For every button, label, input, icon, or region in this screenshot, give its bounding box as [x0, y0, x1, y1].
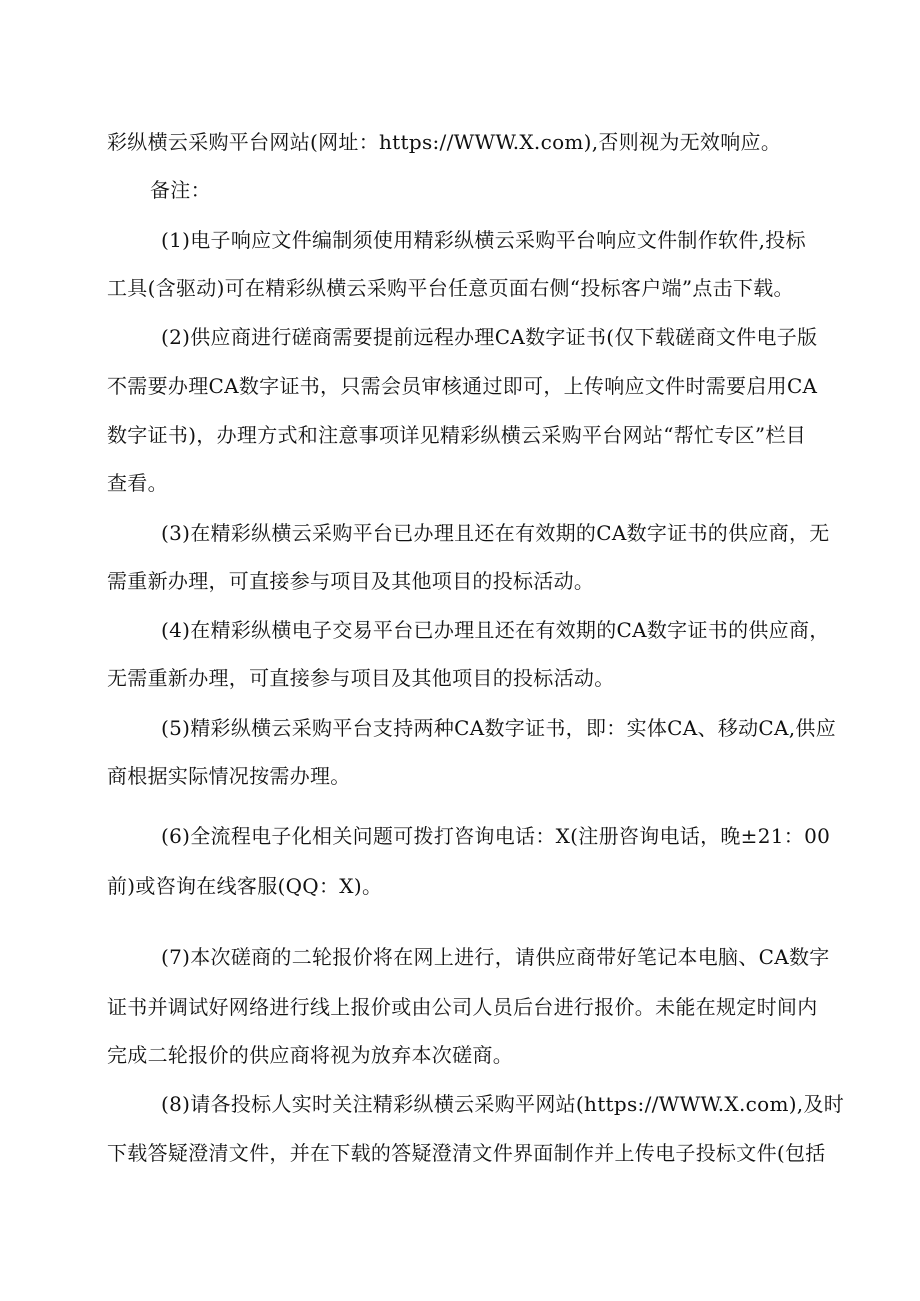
text-line: 需重新办理，可直接参与项目及其他项目的投标活动。	[107, 569, 595, 593]
text-line: (7)本次磋商的二轮报价将在网上进行，请供应商带好笔记本电脑、CA数字	[161, 945, 830, 969]
text-line: 下载答疑澄清文件，并在下载的答疑澄清文件界面制作并上传电子投标文件(包括	[107, 1141, 826, 1165]
text-line: (5)精彩纵横云采购平台支持两种CA数字证书，即：实体CA、移动CA,供应	[161, 716, 837, 740]
text-line: 数字证书)，办理方式和注意事项详见精彩纵横云采购平台网站“帮忙专区”栏目	[107, 423, 807, 447]
note-heading: 备注：	[150, 178, 211, 202]
text-line: 无需重新办理，可直接参与项目及其他项目的投标活动。	[107, 666, 615, 690]
text-line: (8)请各投标人实时关注精彩纵横云采购平网站(https://WWW.X.com),及时	[161, 1092, 845, 1116]
text-line: (2)供应商进行磋商需要提前远程办理CA数字证书(仅下载磋商文件电子版	[161, 325, 818, 349]
text-line: 完成二轮报价的供应商将视为放弃本次磋商。	[107, 1043, 513, 1067]
text-line: 证书并调试好网络进行线上报价或由公司人员后台进行报价。未能在规定时间内	[107, 995, 818, 1019]
text-line: 商根据实际情况按需办理。	[107, 764, 351, 788]
text-line: (3)在精彩纵横云采购平台已办理且还在有效期的CA数字证书的供应商，无	[161, 521, 830, 545]
text-line: (4)在精彩纵横电子交易平台已办理且还在有效期的CA数字证书的供应商，	[161, 618, 830, 642]
text-line: 前)或咨询在线客服(QQ：X)。	[107, 874, 383, 898]
text-line: (6)全流程电子化相关问题可拨打咨询电话：X(注册咨询电话，晚±21：00	[161, 824, 831, 848]
text-line: 彩纵横云采购平台网站(网址：https://WWW.X.com),否则视为无效响应。	[107, 130, 782, 154]
text-line: 不需要办理CA数字证书，只需会员审核通过即可，上传响应文件时需要启用CA	[107, 374, 818, 398]
text-line: (1)电子响应文件编制须使用精彩纵横云采购平台响应文件制作软件,投标	[161, 228, 806, 252]
text-line: 查看。	[107, 471, 168, 495]
text-line: 工具(含驱动)可在精彩纵横云采购平台任意页面右侧“投标客户端”点击下载。	[107, 276, 794, 300]
